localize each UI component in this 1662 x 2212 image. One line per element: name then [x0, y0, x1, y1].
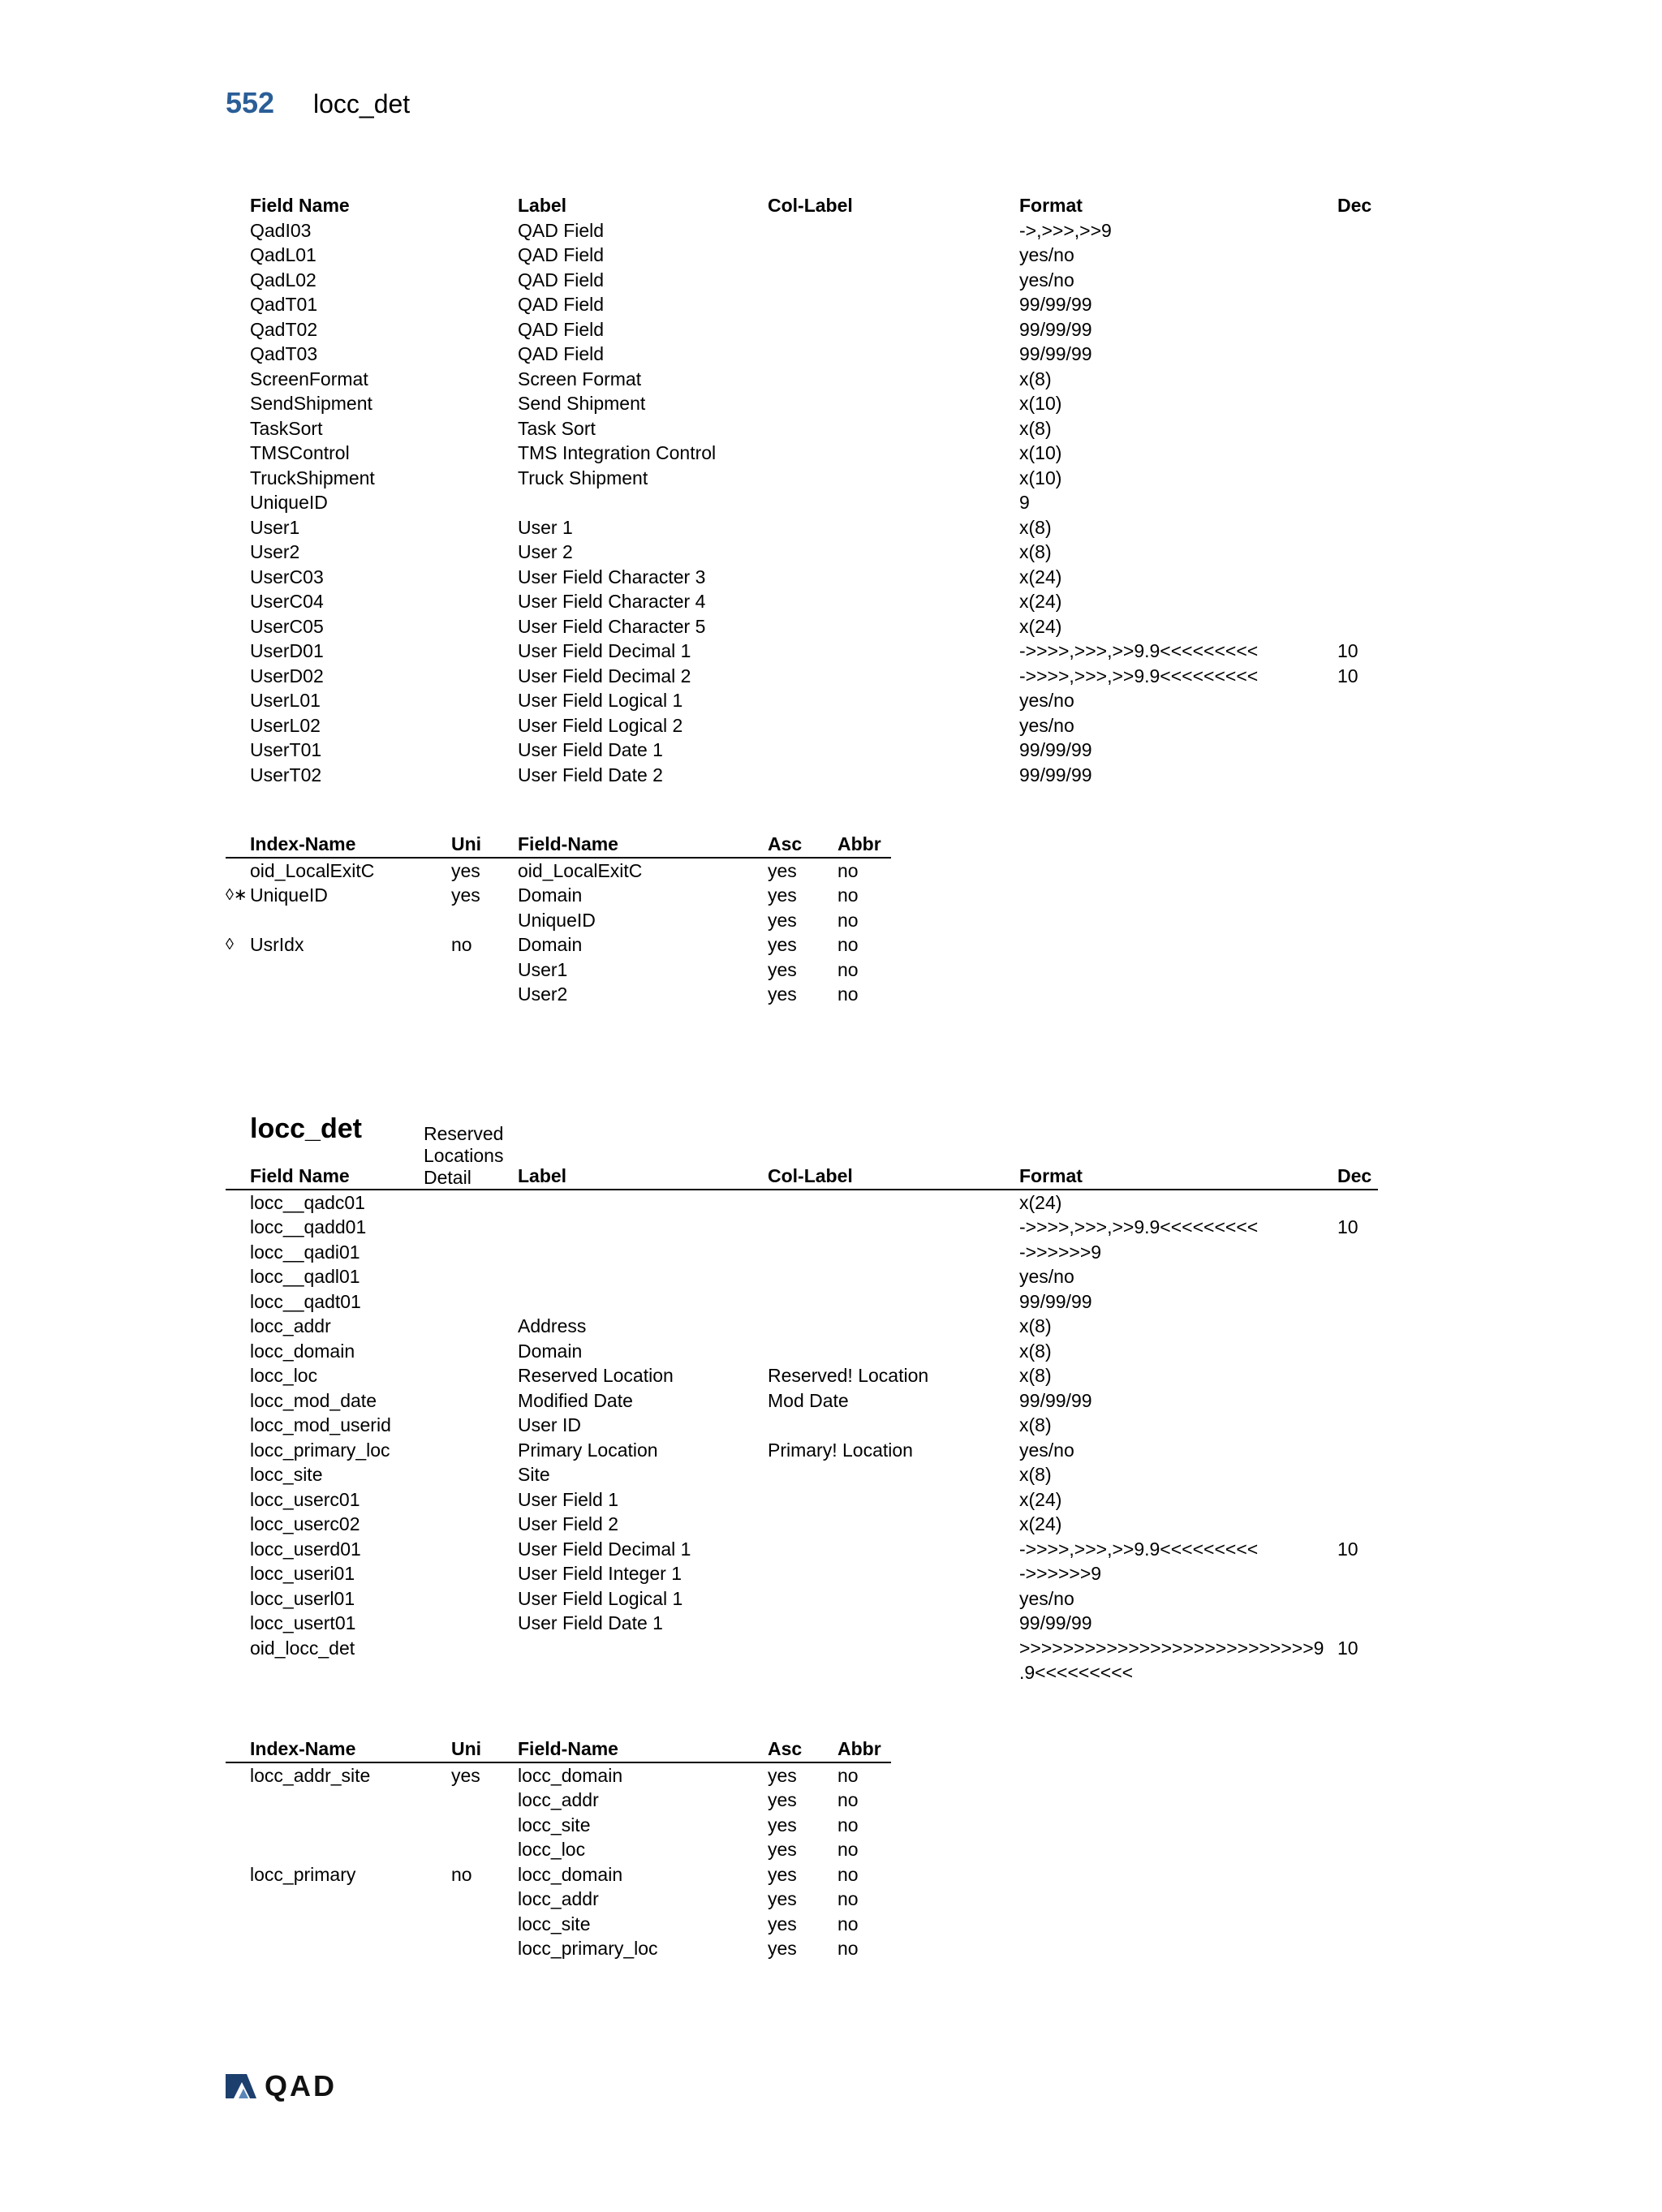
field-name-cell: oid_locc_det	[250, 1637, 355, 1659]
col-label-cell: Reserved! Location	[768, 1365, 929, 1386]
field-row	[226, 614, 1378, 639]
field-row	[226, 1240, 1378, 1265]
column-header-field-name: Field Name	[250, 1165, 350, 1186]
field-row	[226, 565, 1378, 590]
format-cell: ->,>>>,>>9	[1019, 219, 1112, 241]
asc-cell: yes	[768, 1789, 797, 1810]
label-cell: User Field Decimal 1	[518, 640, 691, 661]
field-row	[226, 713, 1378, 738]
index-field-name-cell: UniqueID	[518, 909, 596, 931]
field-row	[226, 391, 1378, 416]
format-cell: yes/no	[1019, 244, 1074, 265]
field-row	[226, 416, 1378, 441]
field-row	[226, 490, 1378, 515]
asc-cell: yes	[768, 1938, 797, 1959]
format-cell: x(10)	[1019, 467, 1062, 488]
abbr-cell: no	[837, 1888, 859, 1909]
index-field-name-cell: oid_LocalExitC	[518, 859, 643, 881]
field-row	[226, 1512, 1378, 1537]
abbr-cell: no	[837, 1913, 859, 1934]
label-cell: User Field Character 5	[518, 615, 706, 637]
page-number: 552	[226, 86, 275, 119]
field-row	[226, 292, 1378, 317]
uni-cell: yes	[451, 859, 480, 881]
index-field-name-cell: Domain	[518, 884, 583, 906]
field-row	[226, 1586, 1378, 1612]
format-cell: ->>>>>>9	[1019, 1563, 1102, 1584]
label-cell: Reserved Location	[518, 1365, 674, 1386]
field-row	[226, 317, 1378, 342]
asc-cell: yes	[768, 983, 797, 1005]
asc-cell: yes	[768, 884, 797, 906]
format-cell: x(8)	[1019, 541, 1052, 562]
field-name-cell: locc_domain	[250, 1340, 355, 1362]
format-cell: >>>>>>>>>>>>>>>>>>>>>>>>>>>9	[1019, 1637, 1324, 1659]
table-header-row	[226, 1736, 891, 1763]
field-name-cell: QadT02	[250, 318, 318, 340]
abbr-cell: no	[837, 1938, 859, 1959]
table-header-row	[226, 193, 1378, 218]
label-cell: Send Shipment	[518, 393, 646, 414]
field-name-cell: UserL02	[250, 714, 321, 736]
field-row	[226, 1636, 1378, 1661]
format-cell: x(8)	[1019, 516, 1052, 538]
index-marker: ◊	[226, 936, 234, 953]
index-field-name-cell: locc_domain	[518, 1764, 623, 1786]
format-cell: yes/no	[1019, 1266, 1074, 1287]
label-cell: User Field Date 1	[518, 739, 663, 760]
field-name-cell: UserL01	[250, 690, 321, 711]
field-table-continued	[226, 193, 1378, 787]
field-name-cell: TaskSort	[250, 417, 323, 439]
label-cell: User 1	[518, 516, 573, 538]
format-cell: ->>>>,>>>,>>9.9<<<<<<<<<	[1019, 665, 1259, 686]
abbr-cell: no	[837, 1814, 859, 1835]
abbr-cell: no	[837, 934, 859, 955]
format-cell: yes/no	[1019, 1587, 1074, 1609]
index-row	[226, 982, 891, 1007]
format-cell: x(24)	[1019, 566, 1062, 587]
label-cell: User Field Logical 1	[518, 690, 683, 711]
format-cell: 9	[1019, 492, 1030, 513]
field-row	[226, 1363, 1378, 1388]
field-name-cell: UserD02	[250, 665, 324, 686]
asc-cell: yes	[768, 859, 797, 881]
index-table-continued	[226, 832, 891, 1007]
field-row	[226, 1438, 1378, 1463]
field-name-cell: locc_mod_date	[250, 1389, 377, 1411]
format-cell: x(8)	[1019, 1340, 1052, 1362]
format-cell: yes/no	[1019, 1439, 1074, 1461]
format-cell: 99/99/99	[1019, 294, 1092, 315]
field-name-cell: locc__qadc01	[250, 1191, 365, 1213]
index-field-name-cell: User1	[518, 958, 568, 980]
field-name-cell: locc_userl01	[250, 1587, 355, 1609]
field-name-cell: UserT01	[250, 739, 322, 760]
abbr-cell: no	[837, 859, 859, 881]
format-cell: yes/no	[1019, 269, 1074, 290]
field-table-locc-det	[226, 1164, 1378, 1685]
field-row	[226, 367, 1378, 392]
index-name-cell: UniqueID	[250, 884, 328, 906]
field-row	[226, 1487, 1378, 1513]
field-name-cell: locc_primary_loc	[250, 1439, 390, 1461]
index-row	[226, 932, 891, 958]
column-header-dec: Dec	[1337, 195, 1372, 216]
field-name-cell: UserD01	[250, 640, 324, 661]
index-name-cell: oid_LocalExitC	[250, 859, 375, 881]
dec-cell: 10	[1337, 640, 1358, 661]
field-row	[226, 1660, 1378, 1685]
field-name-cell: locc__qadi01	[250, 1241, 360, 1263]
asc-cell: yes	[768, 958, 797, 980]
field-name-cell: TMSControl	[250, 442, 350, 463]
field-row	[226, 268, 1378, 293]
field-row	[226, 1339, 1378, 1364]
field-row	[226, 540, 1378, 565]
format-cell: x(24)	[1019, 1191, 1062, 1213]
field-row	[226, 1561, 1378, 1586]
column-header-abbr: Abbr	[837, 1738, 881, 1759]
index-row	[226, 1788, 891, 1813]
field-name-cell: User1	[250, 516, 300, 538]
field-name-cell: locc__qadl01	[250, 1266, 360, 1287]
field-name-cell: QadT03	[250, 343, 318, 364]
qad-logo-mark-icon	[224, 2071, 258, 2102]
page-topic: locc_det	[313, 89, 411, 118]
label-cell: QAD Field	[518, 318, 605, 340]
label-cell: QAD Field	[518, 269, 605, 290]
label-cell: User ID	[518, 1414, 581, 1435]
format-cell: 99/99/99	[1019, 343, 1092, 364]
field-row	[226, 1413, 1378, 1438]
field-row	[226, 639, 1378, 664]
dec-cell: 10	[1337, 1538, 1358, 1560]
field-name-cell: QadL02	[250, 269, 316, 290]
label-cell: Primary Location	[518, 1439, 658, 1461]
field-name-cell: TruckShipment	[250, 467, 375, 488]
column-header-abbr: Abbr	[837, 833, 881, 854]
label-cell: Domain	[518, 1340, 583, 1362]
table-header-row	[226, 832, 891, 859]
uni-cell: no	[451, 1863, 472, 1885]
format-cell: x(10)	[1019, 393, 1062, 414]
label-cell: User Field Logical 1	[518, 1587, 683, 1609]
field-name-cell: locc_site	[250, 1464, 323, 1485]
index-field-name-cell: locc_site	[518, 1913, 591, 1934]
field-name-cell: locc_addr	[250, 1315, 331, 1336]
format-cell: x(8)	[1019, 1315, 1052, 1336]
col-label-cell: Primary! Location	[768, 1439, 913, 1461]
field-name-cell: UserC04	[250, 591, 324, 612]
field-row	[226, 342, 1378, 367]
label-cell: Site	[518, 1464, 550, 1485]
column-header-field-name: Field-Name	[518, 833, 618, 854]
index-field-name-cell: locc_site	[518, 1814, 591, 1835]
index-row	[226, 958, 891, 983]
field-row	[226, 1537, 1378, 1562]
format-cell: x(24)	[1019, 1513, 1062, 1534]
format-cell: yes/no	[1019, 690, 1074, 711]
index-table-locc-det	[226, 1736, 891, 1961]
field-row	[226, 738, 1378, 763]
column-header-field-name: Field Name	[250, 195, 350, 216]
label-cell: User Field Integer 1	[518, 1563, 682, 1584]
column-header-col-label: Col-Label	[768, 195, 853, 216]
field-row	[226, 664, 1378, 689]
field-row	[226, 515, 1378, 540]
field-name-cell: User2	[250, 541, 300, 562]
label-cell: Screen Format	[518, 368, 642, 389]
column-header-field-name: Field-Name	[518, 1738, 618, 1759]
label-cell: Address	[518, 1315, 587, 1336]
format-cell: yes/no	[1019, 714, 1074, 736]
format-cell: 99/99/99	[1019, 764, 1092, 785]
label-cell: User Field Decimal 2	[518, 665, 691, 686]
column-header-uni: Uni	[451, 833, 482, 854]
index-row	[226, 1813, 891, 1838]
asc-cell: yes	[768, 1863, 797, 1885]
field-name-cell: UserC05	[250, 615, 324, 637]
asc-cell: yes	[768, 909, 797, 931]
format-cell: x(24)	[1019, 615, 1062, 637]
field-name-cell: locc_loc	[250, 1365, 318, 1386]
format-cell: ->>>>,>>>,>>9.9<<<<<<<<<	[1019, 1216, 1259, 1237]
uni-cell: yes	[451, 1764, 480, 1786]
abbr-cell: no	[837, 1789, 859, 1810]
column-header-col-label: Col-Label	[768, 1165, 853, 1186]
abbr-cell: no	[837, 884, 859, 906]
label-cell: User Field Character 3	[518, 566, 706, 587]
field-row	[226, 243, 1378, 268]
index-field-name-cell: locc_primary_loc	[518, 1938, 658, 1959]
column-header-index-name: Index-Name	[250, 833, 356, 854]
field-name-cell: locc_userd01	[250, 1538, 361, 1560]
index-row	[226, 1936, 891, 1961]
column-header-asc: Asc	[768, 833, 803, 854]
format-cell: x(8)	[1019, 1365, 1052, 1386]
index-row	[226, 908, 891, 933]
label-cell: User Field Date 2	[518, 764, 663, 785]
asc-cell: yes	[768, 1913, 797, 1934]
index-row	[226, 883, 891, 908]
format-cell: x(10)	[1019, 442, 1062, 463]
label-cell: Task Sort	[518, 417, 596, 439]
field-name-cell: locc_userc01	[250, 1488, 360, 1510]
column-header-label: Label	[518, 1165, 567, 1186]
label-cell: QAD Field	[518, 219, 605, 241]
column-header-format: Format	[1019, 1165, 1083, 1186]
index-row	[226, 1887, 891, 1912]
field-name-cell: QadT01	[250, 294, 318, 315]
format-cell: x(8)	[1019, 1414, 1052, 1435]
index-marker: ◊∗	[226, 886, 248, 904]
field-name-cell: locc_useri01	[250, 1563, 355, 1584]
abbr-cell: no	[837, 983, 859, 1005]
dec-cell: 10	[1337, 1637, 1358, 1659]
index-field-name-cell: locc_addr	[518, 1789, 599, 1810]
index-row	[226, 859, 891, 884]
label-cell: User Field 2	[518, 1513, 618, 1534]
index-row	[226, 1837, 891, 1862]
abbr-cell: no	[837, 958, 859, 980]
uni-cell: yes	[451, 884, 480, 906]
qad-logo-text: QAD	[265, 2069, 337, 2102]
index-field-name-cell: Domain	[518, 934, 583, 955]
asc-cell: yes	[768, 1839, 797, 1860]
label-cell: Modified Date	[518, 1389, 633, 1411]
field-row	[226, 466, 1378, 491]
format-cell: ->>>>>>9	[1019, 1241, 1102, 1263]
index-field-name-cell: locc_domain	[518, 1863, 623, 1885]
index-row	[226, 1763, 891, 1788]
field-name-cell: QadI03	[250, 219, 312, 241]
abbr-cell: no	[837, 1863, 859, 1885]
index-name-cell: locc_addr_site	[250, 1764, 371, 1786]
label-cell: QAD Field	[518, 244, 605, 265]
field-row	[226, 589, 1378, 614]
format-cell: 99/99/99	[1019, 739, 1092, 760]
field-name-cell: ScreenFormat	[250, 368, 368, 389]
field-name-cell: locc_userc02	[250, 1513, 360, 1534]
field-row	[226, 218, 1378, 243]
abbr-cell: no	[837, 1839, 859, 1860]
field-name-cell: UserT02	[250, 764, 322, 785]
format-cell: x(8)	[1019, 417, 1052, 439]
field-row	[226, 1611, 1378, 1636]
column-header-uni: Uni	[451, 1738, 482, 1759]
field-row	[226, 1388, 1378, 1414]
index-field-name-cell: User2	[518, 983, 568, 1005]
column-header-asc: Asc	[768, 1738, 803, 1759]
index-row	[226, 1912, 891, 1937]
field-name-cell: locc__qadt01	[250, 1290, 361, 1312]
column-header-format: Format	[1019, 195, 1083, 216]
format-cell: .9<<<<<<<<<	[1019, 1662, 1134, 1683]
label-cell: QAD Field	[518, 343, 605, 364]
asc-cell: yes	[768, 1888, 797, 1909]
field-name-cell: locc__qadd01	[250, 1216, 367, 1237]
label-cell: User Field Logical 2	[518, 714, 683, 736]
field-row	[226, 1264, 1378, 1289]
label-cell: Truck Shipment	[518, 467, 648, 488]
col-label-cell: Mod Date	[768, 1389, 849, 1411]
label-cell: User Field Date 1	[518, 1612, 663, 1633]
index-row	[226, 1862, 891, 1887]
label-cell: User Field Decimal 1	[518, 1538, 691, 1560]
field-row	[226, 1314, 1378, 1339]
column-header-label: Label	[518, 195, 567, 216]
format-cell: 99/99/99	[1019, 1612, 1092, 1633]
uni-cell: no	[451, 934, 472, 955]
label-cell: TMS Integration Control	[518, 442, 717, 463]
index-field-name-cell: locc_loc	[518, 1839, 586, 1860]
index-name-cell: UsrIdx	[250, 934, 304, 955]
label-cell: User 2	[518, 541, 573, 562]
field-name-cell: locc_usert01	[250, 1612, 356, 1633]
format-cell: 99/99/99	[1019, 1389, 1092, 1411]
field-name-cell: SendShipment	[250, 393, 372, 414]
field-row	[226, 688, 1378, 713]
table-description: Reserved Locations Detail	[424, 1123, 504, 1188]
dec-cell: 10	[1337, 1216, 1358, 1237]
format-cell: ->>>>,>>>,>>9.9<<<<<<<<<	[1019, 1538, 1259, 1560]
table-name: locc_det	[250, 1113, 362, 1144]
asc-cell: yes	[768, 1814, 797, 1835]
format-cell: x(8)	[1019, 1464, 1052, 1485]
table-header-row	[226, 1164, 1378, 1190]
label-cell: QAD Field	[518, 294, 605, 315]
label-cell: User Field 1	[518, 1488, 618, 1510]
abbr-cell: no	[837, 1764, 859, 1786]
field-row	[226, 1462, 1378, 1487]
dec-cell: 10	[1337, 665, 1358, 686]
qad-logo	[224, 2071, 362, 2102]
format-cell: x(24)	[1019, 1488, 1062, 1510]
index-field-name-cell: locc_addr	[518, 1888, 599, 1909]
field-name-cell: QadL01	[250, 244, 316, 265]
format-cell: 99/99/99	[1019, 318, 1092, 340]
asc-cell: yes	[768, 934, 797, 955]
column-header-index-name: Index-Name	[250, 1738, 356, 1759]
format-cell: 99/99/99	[1019, 1290, 1092, 1312]
index-name-cell: locc_primary	[250, 1863, 356, 1885]
field-name-cell: UserC03	[250, 566, 324, 587]
field-row	[226, 1190, 1378, 1216]
format-cell: x(24)	[1019, 591, 1062, 612]
format-cell: x(8)	[1019, 368, 1052, 389]
field-row	[226, 1289, 1378, 1315]
field-name-cell: locc_mod_userid	[250, 1414, 391, 1435]
field-row	[226, 441, 1378, 466]
abbr-cell: no	[837, 909, 859, 931]
format-cell: ->>>>,>>>,>>9.9<<<<<<<<<	[1019, 640, 1259, 661]
label-cell: User Field Character 4	[518, 591, 706, 612]
asc-cell: yes	[768, 1764, 797, 1786]
field-row	[226, 763, 1378, 788]
field-name-cell: UniqueID	[250, 492, 328, 513]
column-header-dec: Dec	[1337, 1165, 1372, 1186]
field-row	[226, 1215, 1378, 1240]
